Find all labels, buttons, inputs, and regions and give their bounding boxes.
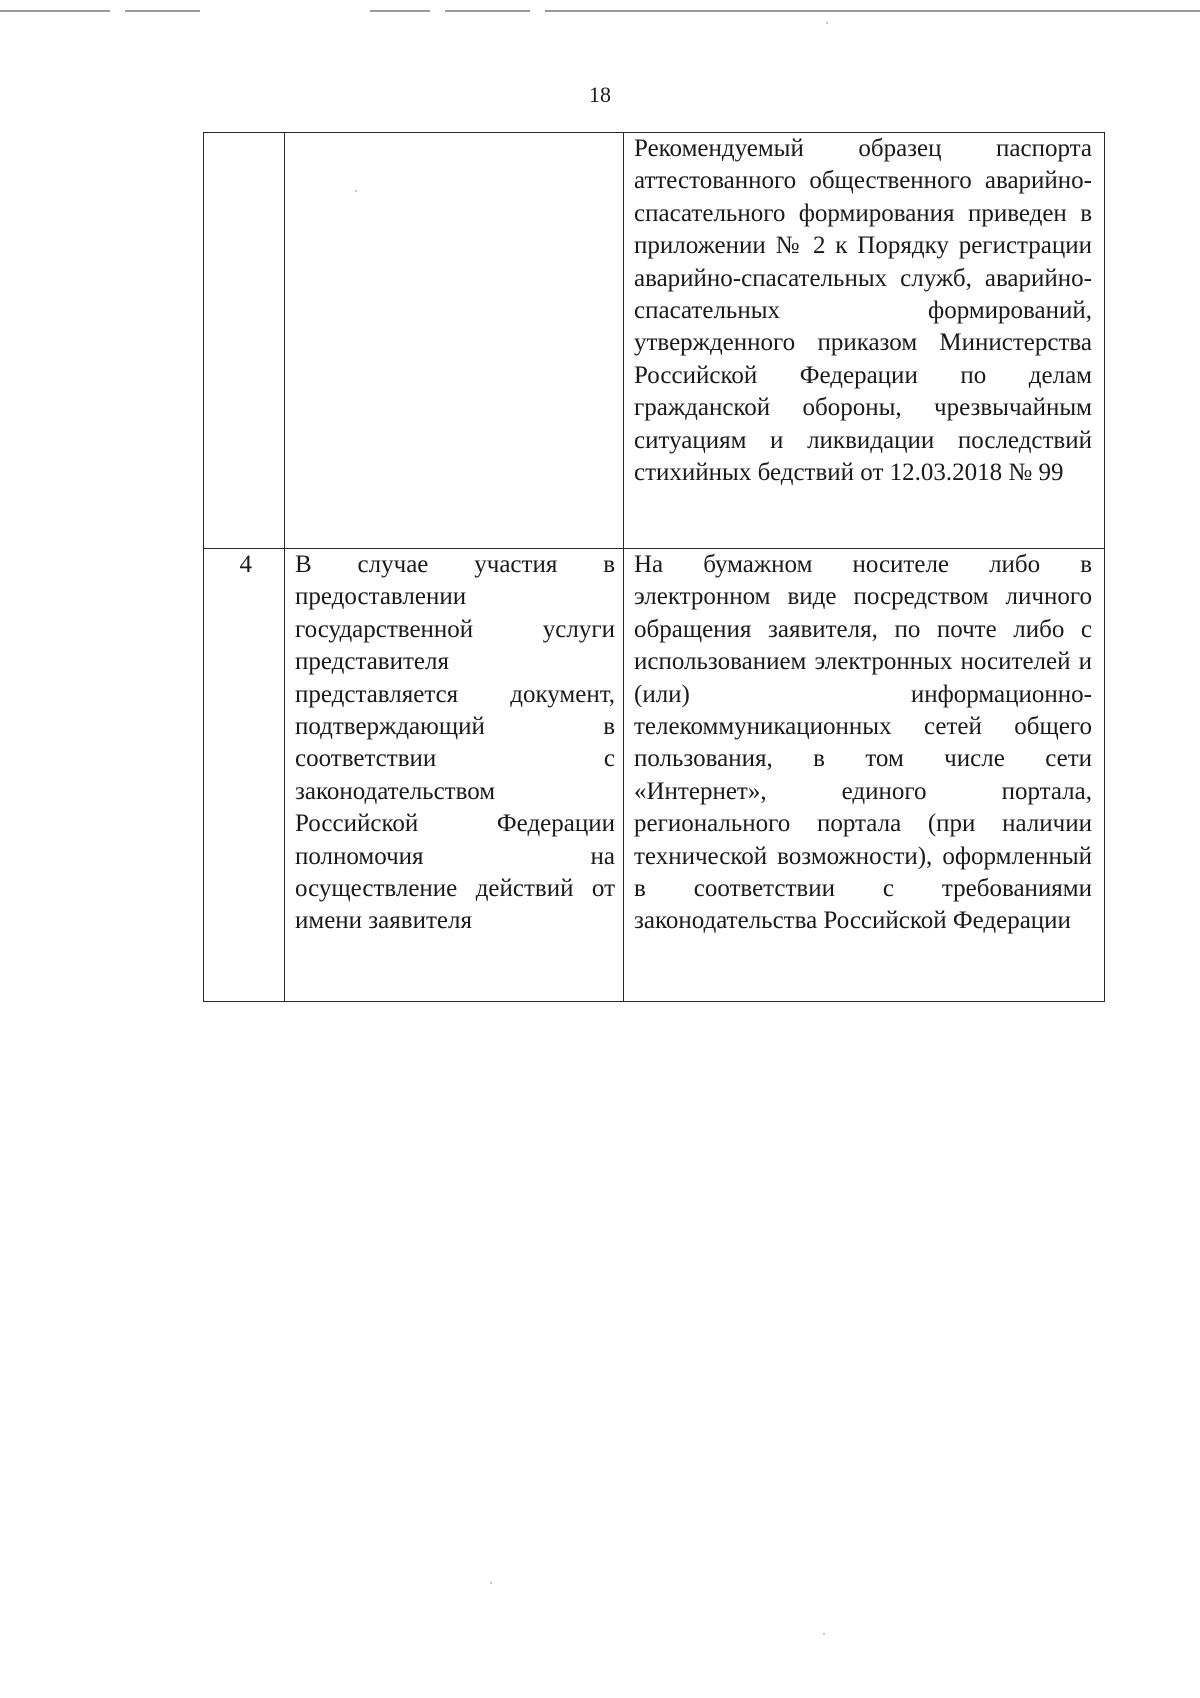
- page-number: 18: [589, 82, 611, 107]
- submission-method-text: Рекомендуемый образец паспорта аттестованного общественного аварийно-спасательного формирования приведен в приложении № 2 к Порядку регистрации аварийно-спасательных служб, аварийно-спасательных формирований, утвержденного приказом Министерства Российской Федерации по делам гражданской обороны, чрезвычайным ситуациям и ликвидации последствий стихийных бедствий от 12.03.2018 № 99: [634, 135, 1092, 487]
- row-number-cell: [204, 133, 285, 549]
- submission-method-text: На бумажном носителе либо в электронном виде посредством личного обращения заявителя, по почте либо с использованием электронных носителей и (или) информационно-телекоммуникационных сетей общего пользования, в том числе сети «Интернет», единого портала, регионального портала (при наличии технической возможности), оформленный в соответствии с требованиями законодательства Российской Федерации: [634, 551, 1092, 935]
- row-number-cell: [204, 549, 285, 1002]
- document-cell: [285, 549, 624, 1002]
- document-cell: [285, 133, 624, 549]
- document-text: В случае участия в предоставлении государственной услуги представителя представляется документ, подтверждающий в соответствии с законодательством Российской Федерации полномочия на осуществление действий от имени заявителя: [295, 551, 615, 935]
- table-row: [204, 133, 1105, 549]
- documents-table: [203, 132, 1105, 1002]
- submission-method-cell: [624, 549, 1105, 1002]
- row-number: 4: [239, 551, 252, 578]
- submission-method-cell: [624, 133, 1105, 549]
- table-row: [204, 549, 1105, 1002]
